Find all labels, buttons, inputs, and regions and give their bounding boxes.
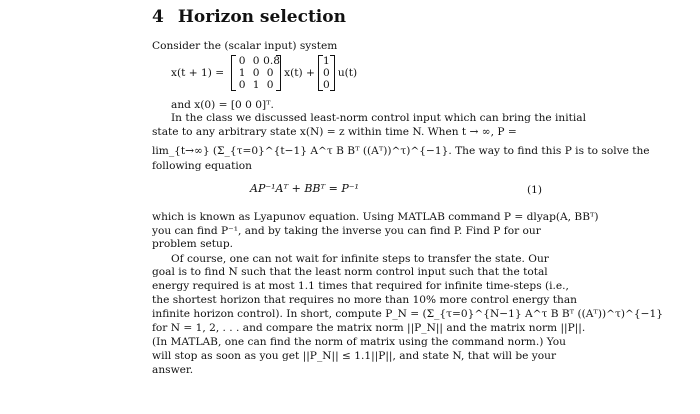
- matrix-b: [318, 55, 335, 91]
- section-title: Horizon selection: [177, 7, 346, 27]
- matrix-cell: 0: [252, 67, 260, 79]
- equation-mid: x(t) +: [284, 67, 315, 79]
- text-line: (In MATLAB, one can find the norm of matrix using the command norm.) You: [152, 336, 566, 348]
- matrix-cell: 0: [322, 67, 330, 79]
- text-line: for N = 1, 2, . . . and compare the matrix norm ||P_N|| and the matrix norm ||P||.: [152, 322, 586, 334]
- text-line: answer.: [152, 364, 194, 376]
- text-line: the shortest horizon that requires no more than 10% more control energy than: [152, 294, 577, 306]
- text-line: which is known as Lyapunov equation. Using MATLAB command P = dlyap(A, BBᵀ): [152, 211, 599, 223]
- equation-rhs: u(t): [337, 67, 358, 79]
- text-line: lim_{t→∞} (Σ_{τ=0}^{t−1} A^τ B Bᵀ ((Aᵀ))^τ)^{−1}. The way to find this P is to solve the: [152, 145, 650, 157]
- section-number: 4: [152, 7, 164, 27]
- intro-text: Consider the (scalar input) system: [152, 40, 338, 52]
- text-line: infinite horizon control). In short, compute P_N = (Σ_{τ=0}^{N−1} A^τ B Bᵀ ((Aᵀ))^τ)^{−1}: [152, 308, 663, 320]
- equation-lhs: x(t + 1) =: [171, 67, 225, 79]
- text-line: will stop as soon as you get ||P_N|| ≤ 1.1||P||, and state N, that will be your: [152, 350, 557, 362]
- matrix-cell: 1: [252, 79, 260, 91]
- text-line: problem setup.: [152, 238, 234, 250]
- text-line: following equation: [152, 160, 252, 172]
- text-line: Of course, one can not wait for infinite steps to transfer the state. Our: [171, 253, 549, 265]
- text-line: and x(0) = [0 0 0]ᵀ.: [171, 99, 274, 111]
- matrix-cell: 0: [322, 79, 330, 91]
- text-line: goal is to find N such that the least norm control input such that the total: [152, 266, 548, 278]
- text-line: energy required is at most 1.1 times that required for infinite time-steps (i.e.,: [152, 280, 569, 292]
- matrix-cell: 0: [252, 55, 260, 67]
- section-heading: [152, 7, 346, 27]
- matrix-cell: 0.8: [263, 55, 280, 67]
- matrix-cell: 0: [238, 55, 246, 67]
- text-line: In the class we discussed least-norm control input which can bring the initial: [171, 112, 586, 124]
- matrix-cell: 1: [322, 55, 330, 67]
- matrix-cell: 1: [238, 67, 246, 79]
- matrix-cell: 0: [266, 79, 274, 91]
- state-equation: [171, 53, 357, 93]
- text-line: you can find P⁻¹, and by taking the inverse you can find P. Find P for our: [152, 225, 541, 237]
- matrix-cell: 0: [266, 67, 274, 79]
- matrix-cell: 0: [238, 79, 246, 91]
- matrix-a: [231, 55, 281, 91]
- equation-number: (1): [527, 184, 543, 196]
- lyapunov-equation: AP⁻¹Aᵀ + BBᵀ = P⁻¹: [250, 182, 359, 195]
- text-line: state to any arbitrary state x(N) = z within time N. When t → ∞, P =: [152, 126, 517, 138]
